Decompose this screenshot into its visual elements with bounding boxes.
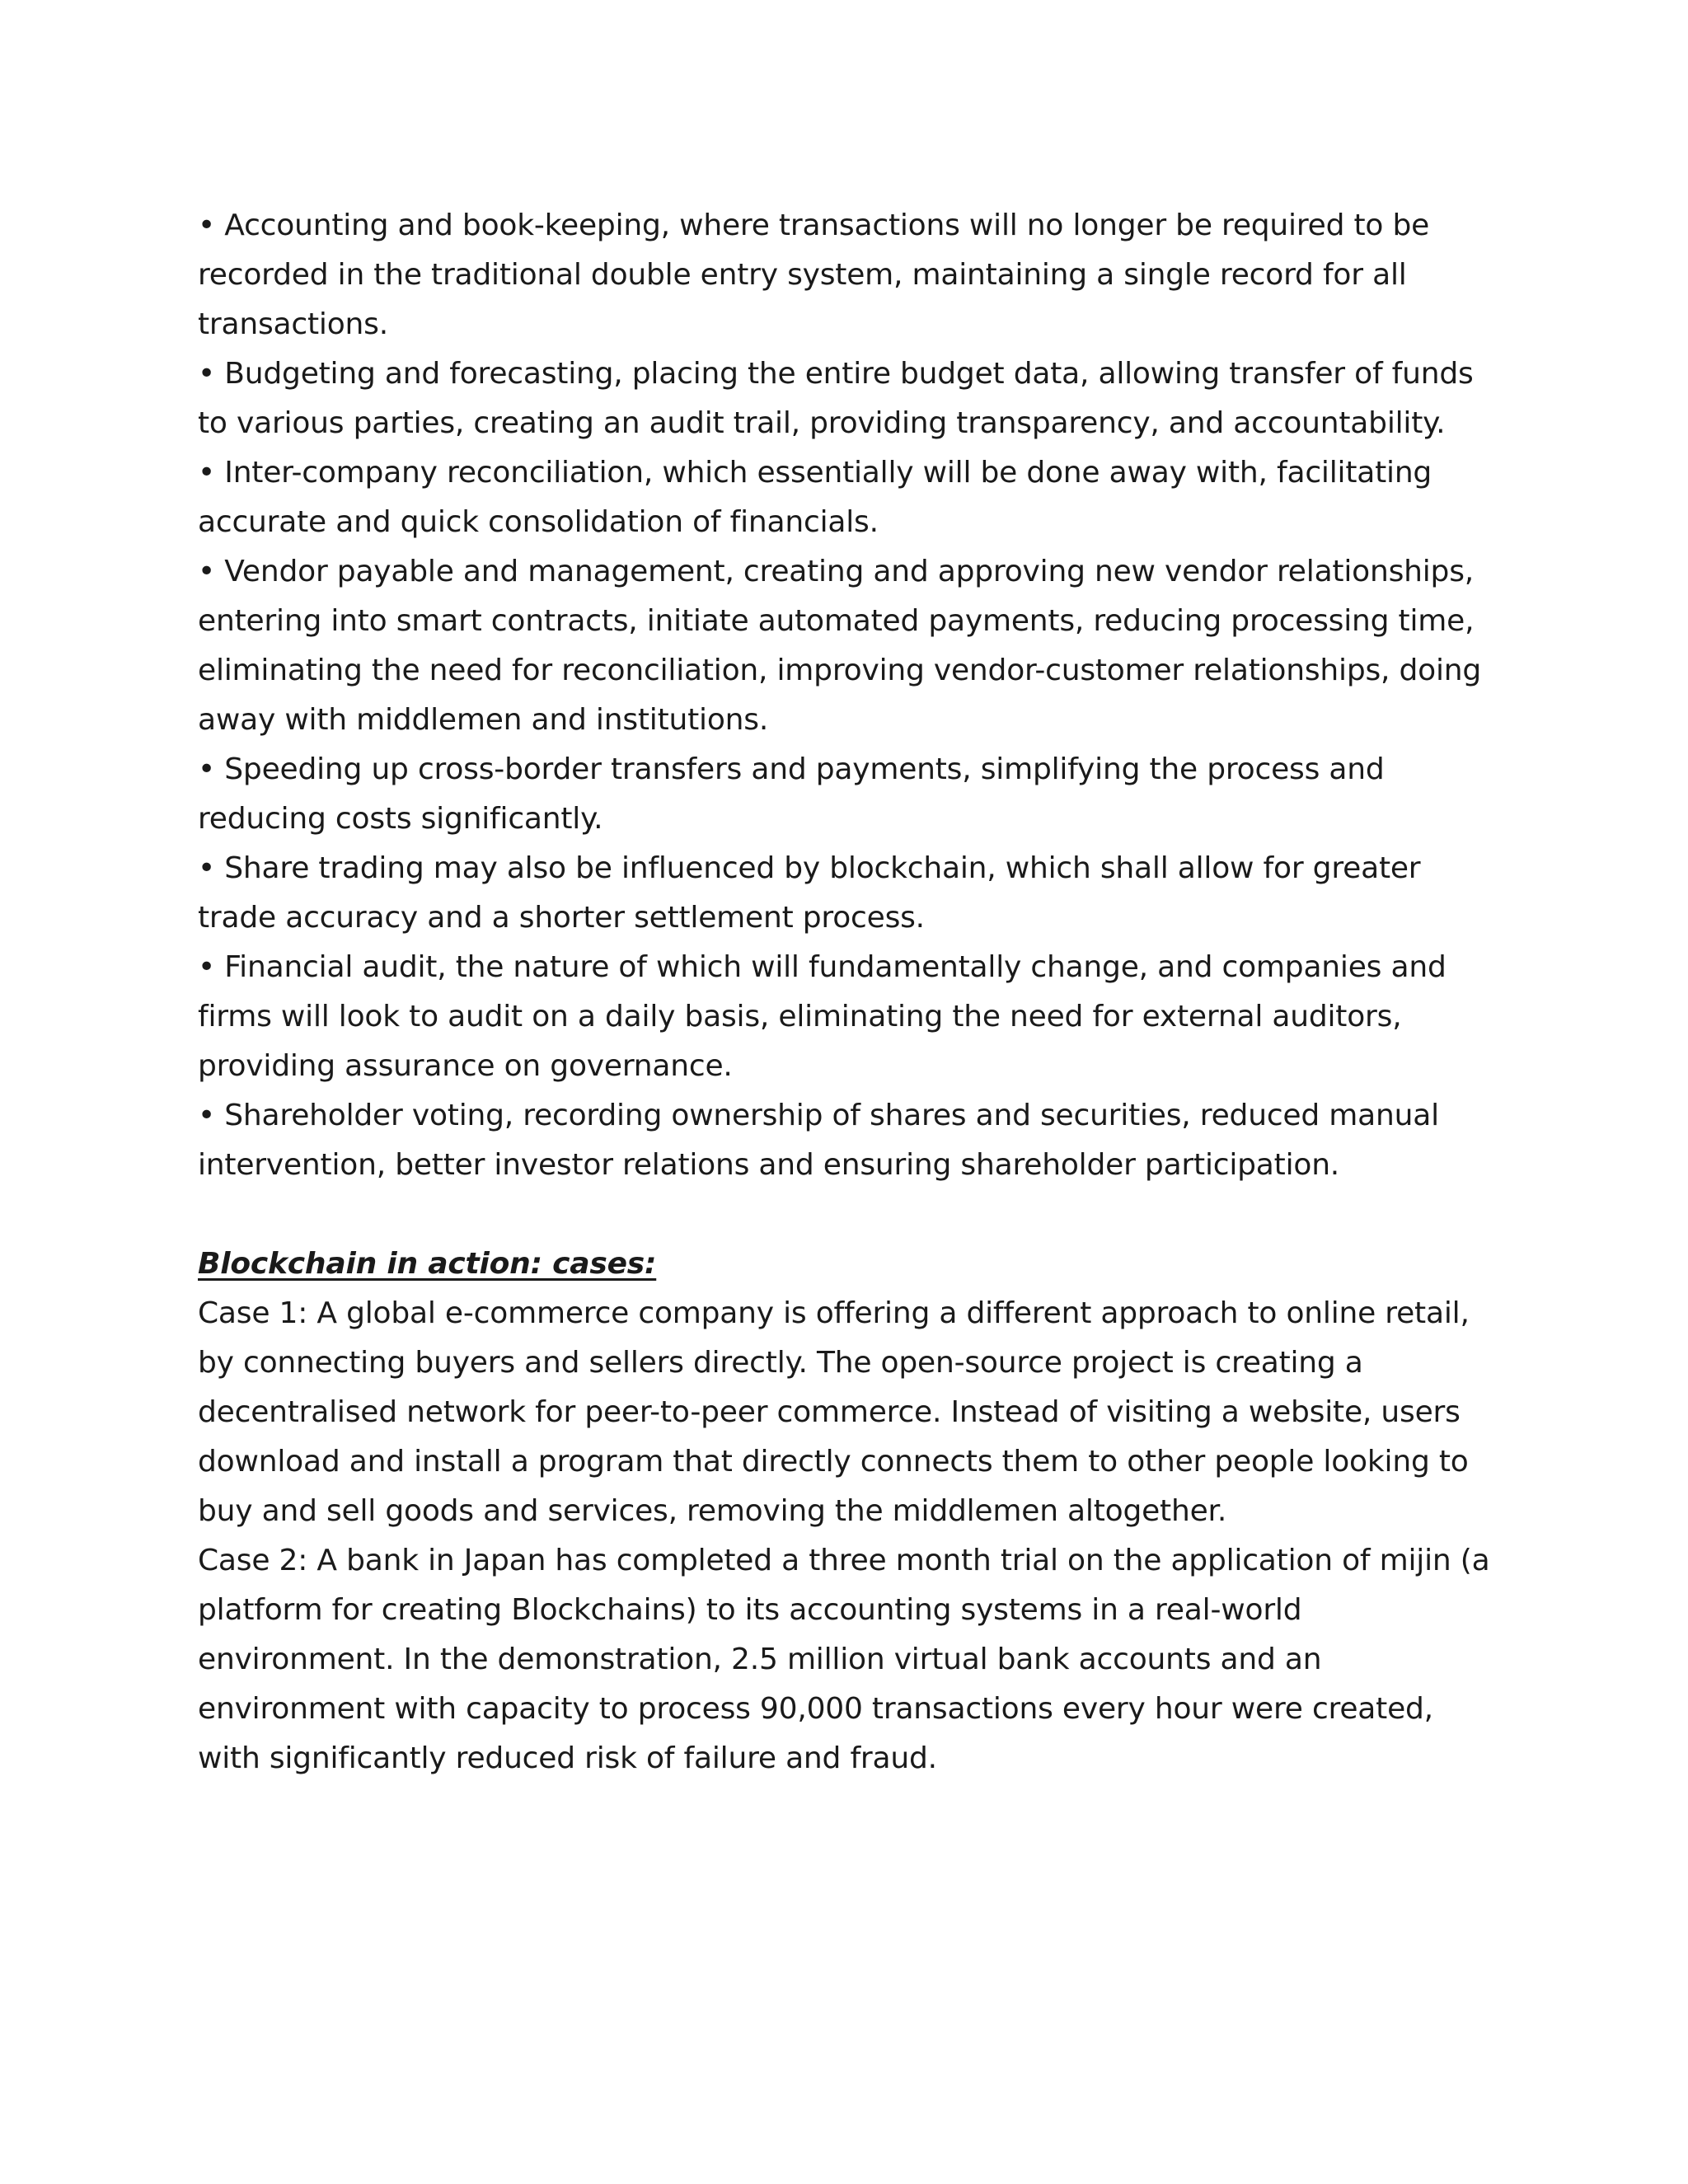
bullet-vendor-payable: • Vendor payable and management, creating and approving new vendor relationships, entering into smart contracts, initiate automated payments, reducing processing time, eliminating the need for reconciliation, improving vendor-customer relationships, doing away with middlemen and institutions. [198, 555, 1482, 737]
bullet-cross-border: • Speeding up cross-border transfers and payments, simplifying the process and reducing costs significantly. [198, 752, 1385, 836]
bullet-accounting: • Accounting and book-keeping, where transactions will no longer be required to be recorded in the traditional double entry system, maintaining a single record for all transactions. [198, 209, 1430, 341]
bullet-reconciliation: • Inter-company reconciliation, which essentially will be done away with, facilitating accurate and quick consolidation of financials. [198, 456, 1432, 539]
bullet-financial-audit: • Financial audit, the nature of which will fundamentally change, and companies and firms will look to audit on a daily basis, eliminating the need for external auditors, providing assurance on governance. [198, 950, 1447, 1083]
bullet-share-trading: • Share trading may also be influenced by blockchain, which shall allow for greater trade accuracy and a shorter settlement process. [198, 851, 1421, 935]
page-content [198, 201, 1500, 1783]
case-2-paragraph: Case 2: A bank in Japan has completed a three month trial on the application of mijin (a platform for creating Blockchains) to its accounting systems in a real-world environment. In the demonstration, 2.5 million virtual bank accounts and an environment with capacity to process 90,000 transactions every hour were created, with significantly reduced risk of failure and fraud. [198, 1544, 1490, 1775]
bullet-shareholder-voting: • Shareholder voting, recording ownership of shares and securities, reduced manual intervention, better investor relations and ensuring shareholder participation. [198, 1099, 1439, 1182]
paragraph-spacer [198, 1190, 1500, 1240]
bullet-budgeting: • Budgeting and forecasting, placing the entire budget data, allowing transfer of funds to various parties, creating an audit trail, providing transparency, and accountability. [198, 357, 1474, 440]
case-1-paragraph: Case 1: A global e-commerce company is offering a different approach to online retail, by connecting buyers and sellers directly. The open-source project is creating a decentralised network for peer-to-peer commerce. Instead of visiting a website, users download and install a program that directly connects them to other people looking to buy and sell goods and services, removing the middlemen altogether. [198, 1296, 1470, 1528]
section-heading: Blockchain in action: cases: [198, 1247, 657, 1281]
